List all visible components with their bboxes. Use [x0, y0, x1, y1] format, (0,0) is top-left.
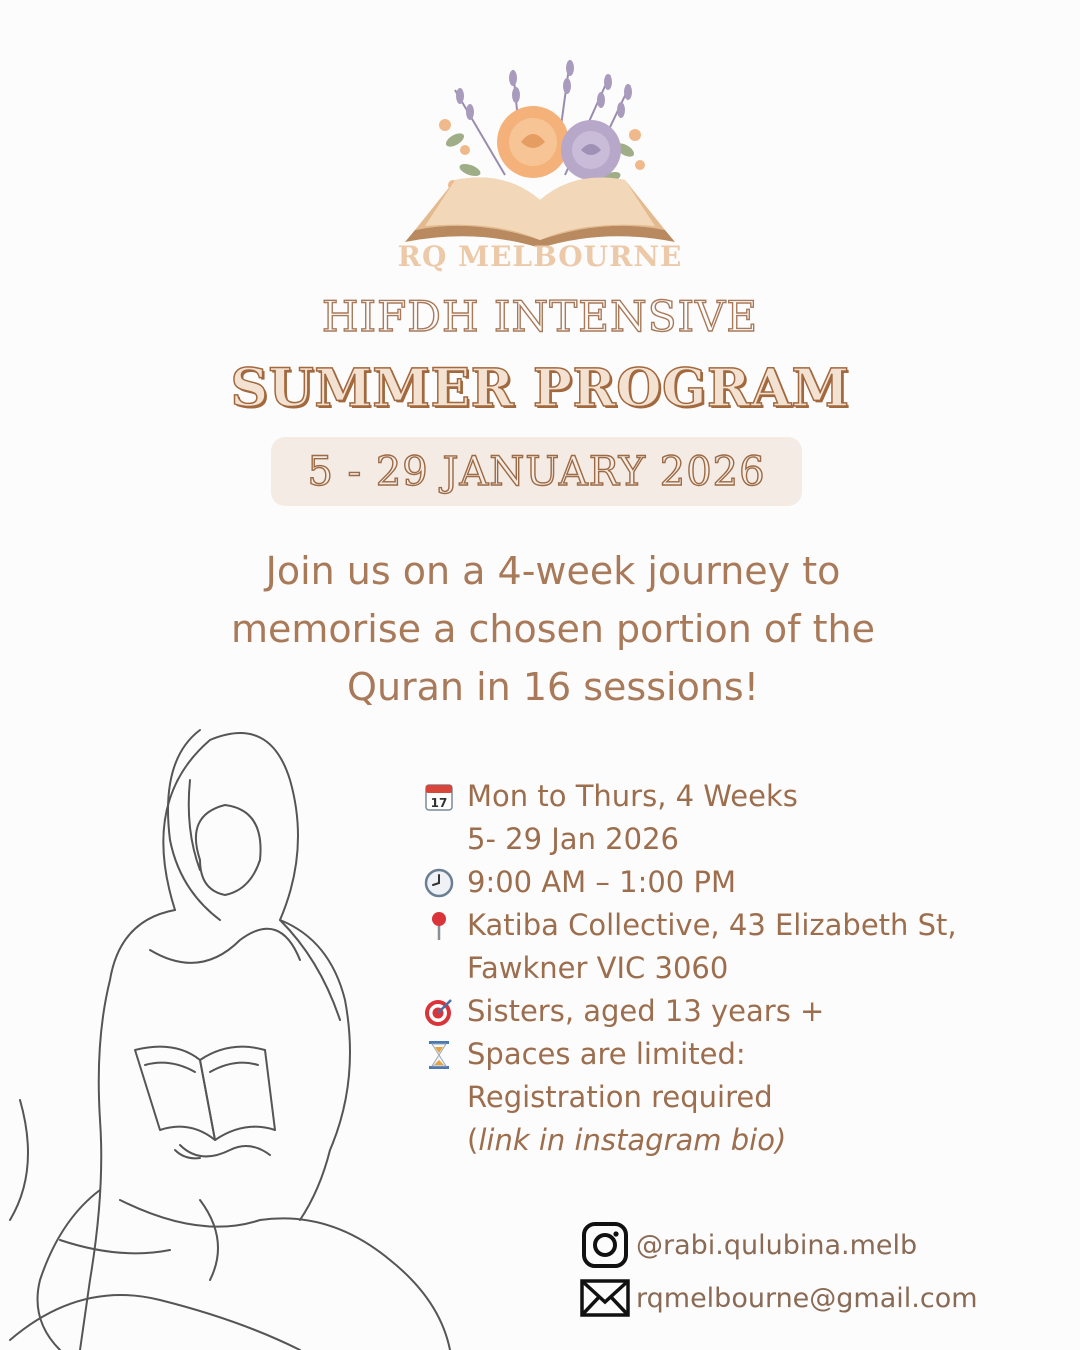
- brand-logo: [395, 50, 685, 280]
- schedule-row: [423, 775, 1063, 861]
- mail-icon: [580, 1275, 630, 1321]
- intro-line-2: memorise a chosen portion of the: [231, 607, 875, 651]
- instagram-icon: [580, 1222, 630, 1268]
- time-text: 9:00 AM – 1:00 PM: [467, 865, 736, 899]
- registration-line-2: Registration required: [467, 1080, 773, 1114]
- email-contact[interactable]: [580, 1275, 978, 1321]
- audience-text: Sisters, aged 13 years +: [467, 994, 825, 1028]
- program-title: SUMMER PROGRAM: [230, 358, 850, 419]
- location-line-1: Katiba Collective, 43 Elizabeth St,: [467, 908, 957, 942]
- svg-text:17: 17: [430, 796, 448, 810]
- registration-row: [423, 1033, 1063, 1162]
- clock-icon: [423, 867, 455, 899]
- reading-woman-illustration: [0, 720, 470, 1350]
- hourglass-icon: [423, 1039, 455, 1071]
- instagram-contact[interactable]: [580, 1222, 917, 1268]
- brand-name: RQ MELBOURNE: [397, 240, 683, 273]
- date-badge: [271, 437, 802, 506]
- target-icon: [423, 996, 455, 1028]
- program-dates: 5 - 29 JANUARY 2026: [307, 448, 766, 495]
- pin-icon: [423, 910, 455, 942]
- program-subtitle: HIFDH INTENSIVE: [321, 292, 759, 341]
- event-details: [423, 775, 1063, 1162]
- schedule-days: Mon to Thurs, 4 Weeks: [467, 779, 798, 813]
- registration-line-3: [467, 1119, 1063, 1162]
- audience-row: [423, 990, 1063, 1033]
- location-line-2: Fawkner VIC 3060: [467, 951, 729, 985]
- schedule-dates: 5- 29 Jan 2026: [467, 822, 679, 856]
- intro-line-3: Quran in 16 sessions!: [347, 665, 759, 709]
- flower-book-icon: [395, 50, 685, 250]
- instagram-handle[interactable]: @rabi.qulubina.melb: [636, 1229, 918, 1261]
- registration-open-paren: (: [467, 1123, 479, 1157]
- registration-line-1: Spaces are limited:: [467, 1037, 746, 1071]
- location-row: [423, 904, 1063, 990]
- time-row: [423, 861, 1063, 904]
- intro-text: [150, 542, 956, 716]
- calendar-icon: [423, 781, 455, 813]
- email-address[interactable]: rqmelbourne@gmail.com: [636, 1282, 978, 1314]
- intro-line-1: Join us on a 4-week journey to: [265, 549, 841, 593]
- registration-link-note: link in instagram bio): [478, 1123, 787, 1157]
